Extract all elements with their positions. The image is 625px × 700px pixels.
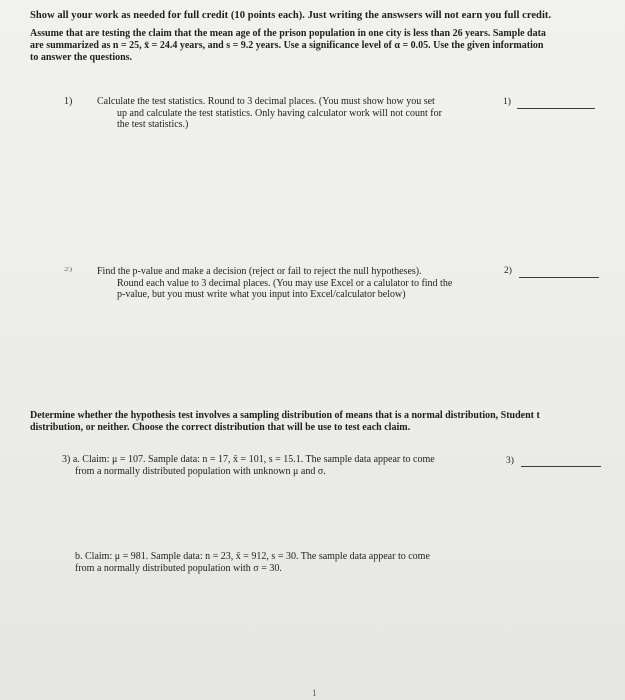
section-line-1: Determine whether the hypothesis test involves a sampling distribution of means that is a normal distribution, Student t xyxy=(30,410,540,421)
q3b-text xyxy=(75,551,495,574)
q2-number: 2) xyxy=(64,266,73,273)
q2-line-3: p-value, but you must write what you input into Excel/calculator below) xyxy=(117,289,406,300)
q2-answer-line[interactable] xyxy=(519,277,599,278)
scenario-line-3: to answer the questions. xyxy=(30,52,133,63)
q3b-line-2: from a normally distributed population with σ = 30. xyxy=(75,562,282,574)
scenario-line-1: Assume that are testing the claim that the mean age of the prison population in one city is less than 26 years. Sample data xyxy=(30,28,546,39)
distribution-section-heading xyxy=(30,410,620,434)
q3-answer-line[interactable] xyxy=(521,466,601,467)
q1-answer-label: 1) xyxy=(503,97,511,107)
q3a-line-2: from a normally distributed population with unknown μ and σ. xyxy=(75,465,326,477)
scenario-line-2: are summarized as n = 25, x̄ = 24.4 years, and s = 9.2 years. Use a significance level of α = 0.05. Use the given information xyxy=(30,40,544,51)
page-number: 1 xyxy=(312,688,317,698)
q3a-text xyxy=(62,454,492,477)
scenario-paragraph xyxy=(30,28,600,64)
q2-line-1: Find the p-value and make a decision (reject or fail to reject the null hypotheses). xyxy=(97,266,422,277)
q3-answer-label: 3) xyxy=(506,456,514,466)
q2-line-2: Round each value to 3 decimal places. (You may use Excel or a calulator to find the xyxy=(117,277,453,289)
q1-line-3: the test statistics.) xyxy=(117,119,189,130)
q2-answer-label: 2) xyxy=(504,266,512,276)
q3a-line-1: 3) a. Claim: μ = 107. Sample data: n = 17, x̄ = 101, s = 15.1. The sample data appear to come xyxy=(62,454,435,465)
q1-line-1: Calculate the test statistics. Round to 3 decimal places. (You must show how you set xyxy=(97,96,435,107)
q1-line-2: up and calculate the test statistics. Only having calculator work will not count for xyxy=(117,107,442,119)
q3b-line-1: b. Claim: μ = 981. Sample data: n = 23, x̄ = 912, s = 30. The sample data appear to come xyxy=(75,551,430,562)
instruction-heading: Show all your work as needed for full credit (10 points each). Just writing the answsers will not earn you full credit. xyxy=(30,10,552,21)
q1-answer-line[interactable] xyxy=(517,108,595,109)
q1-number: 1) xyxy=(64,96,73,107)
q1-text xyxy=(97,96,497,131)
section-line-2: distribution, or neither. Choose the correct distribution that will be use to test each claim. xyxy=(30,422,411,433)
q2-text xyxy=(97,266,497,301)
